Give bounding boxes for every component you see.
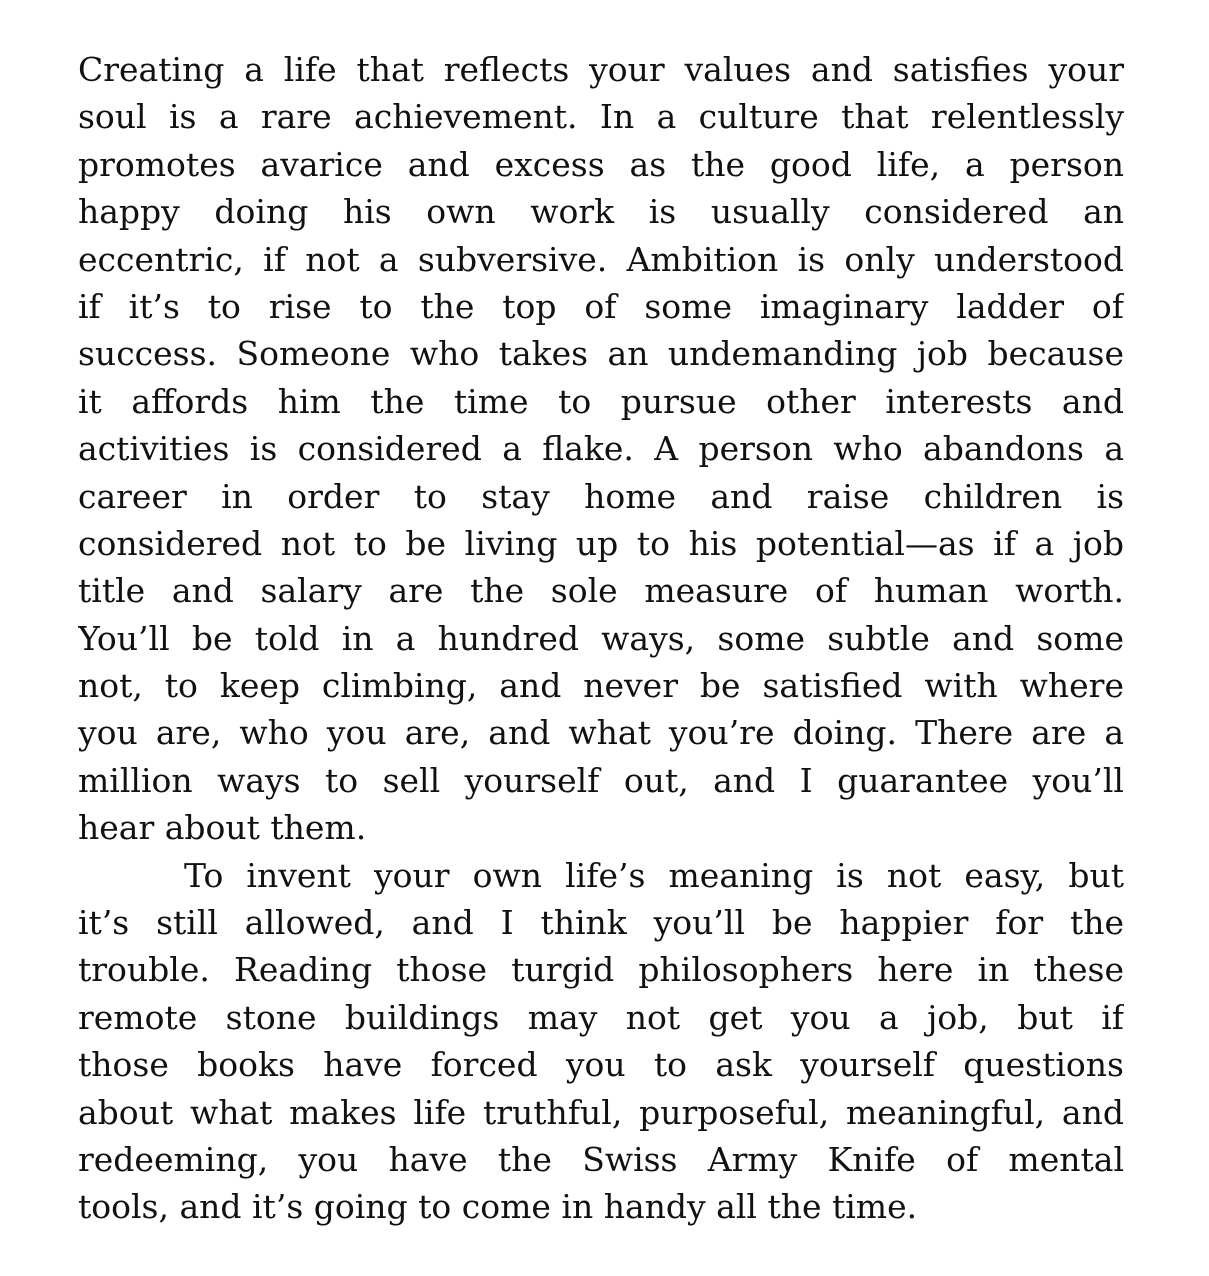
paragraph-2 xyxy=(78,852,1124,1231)
paragraph-line: those books have forced you to ask yourself questions xyxy=(78,1045,1124,1085)
paragraph-line: if it’s to rise to the top of some imaginary ladder of xyxy=(78,286,1124,326)
paragraph-line: you are, who you are, and what you’re doing. There are a xyxy=(78,713,1124,753)
paragraph-line: promotes avarice and excess as the good life, a person xyxy=(78,144,1124,184)
paragraph-line: remote stone buildings may not get you a job, but if xyxy=(78,997,1124,1037)
paragraph-line: To invent your own life’s meaning is not easy, but xyxy=(184,855,1124,895)
paragraph-line: tools, and it’s going to come in handy all the time. xyxy=(78,1187,918,1227)
paragraph-line: career in order to stay home and raise children is xyxy=(78,476,1124,516)
paragraph-line: eccentric, if not a subversive. Ambition is only understood xyxy=(78,239,1124,279)
paragraph-line: You’ll be told in a hundred ways, some subtle and some xyxy=(78,618,1124,658)
paragraph-line: success. Someone who takes an undemanding job because xyxy=(78,334,1124,374)
paragraph-line: title and salary are the sole measure of human worth. xyxy=(78,571,1124,611)
paragraph-line: not, to keep climbing, and never be satisfied with where xyxy=(78,666,1124,706)
paragraph-1 xyxy=(78,46,1124,852)
paragraph-line: happy doing his own work is usually considered an xyxy=(78,192,1124,232)
document-page xyxy=(78,46,1124,1231)
paragraph-line: activities is considered a flake. A person who abandons a xyxy=(78,429,1124,469)
paragraph-line: trouble. Reading those turgid philosophers here in these xyxy=(78,950,1124,990)
paragraph-line: soul is a rare achievement. In a culture that relentlessly xyxy=(78,97,1124,137)
paragraph-line: it’s still allowed, and I think you’ll be happier for the xyxy=(78,903,1124,943)
paragraph-line: Creating a life that reflects your values and satisfies your xyxy=(78,50,1124,89)
paragraph-line: redeeming, you have the Swiss Army Knife of mental xyxy=(78,1139,1124,1179)
paragraph-line: considered not to be living up to his potential—as if a job xyxy=(78,523,1124,563)
paragraph-line: hear about them. xyxy=(78,808,367,848)
paragraph-line: it affords him the time to pursue other interests and xyxy=(78,381,1124,421)
paragraph-line: million ways to sell yourself out, and I guarantee you’ll xyxy=(78,760,1124,800)
paragraph-line: about what makes life truthful, purposeful, meaningful, and xyxy=(78,1092,1124,1132)
